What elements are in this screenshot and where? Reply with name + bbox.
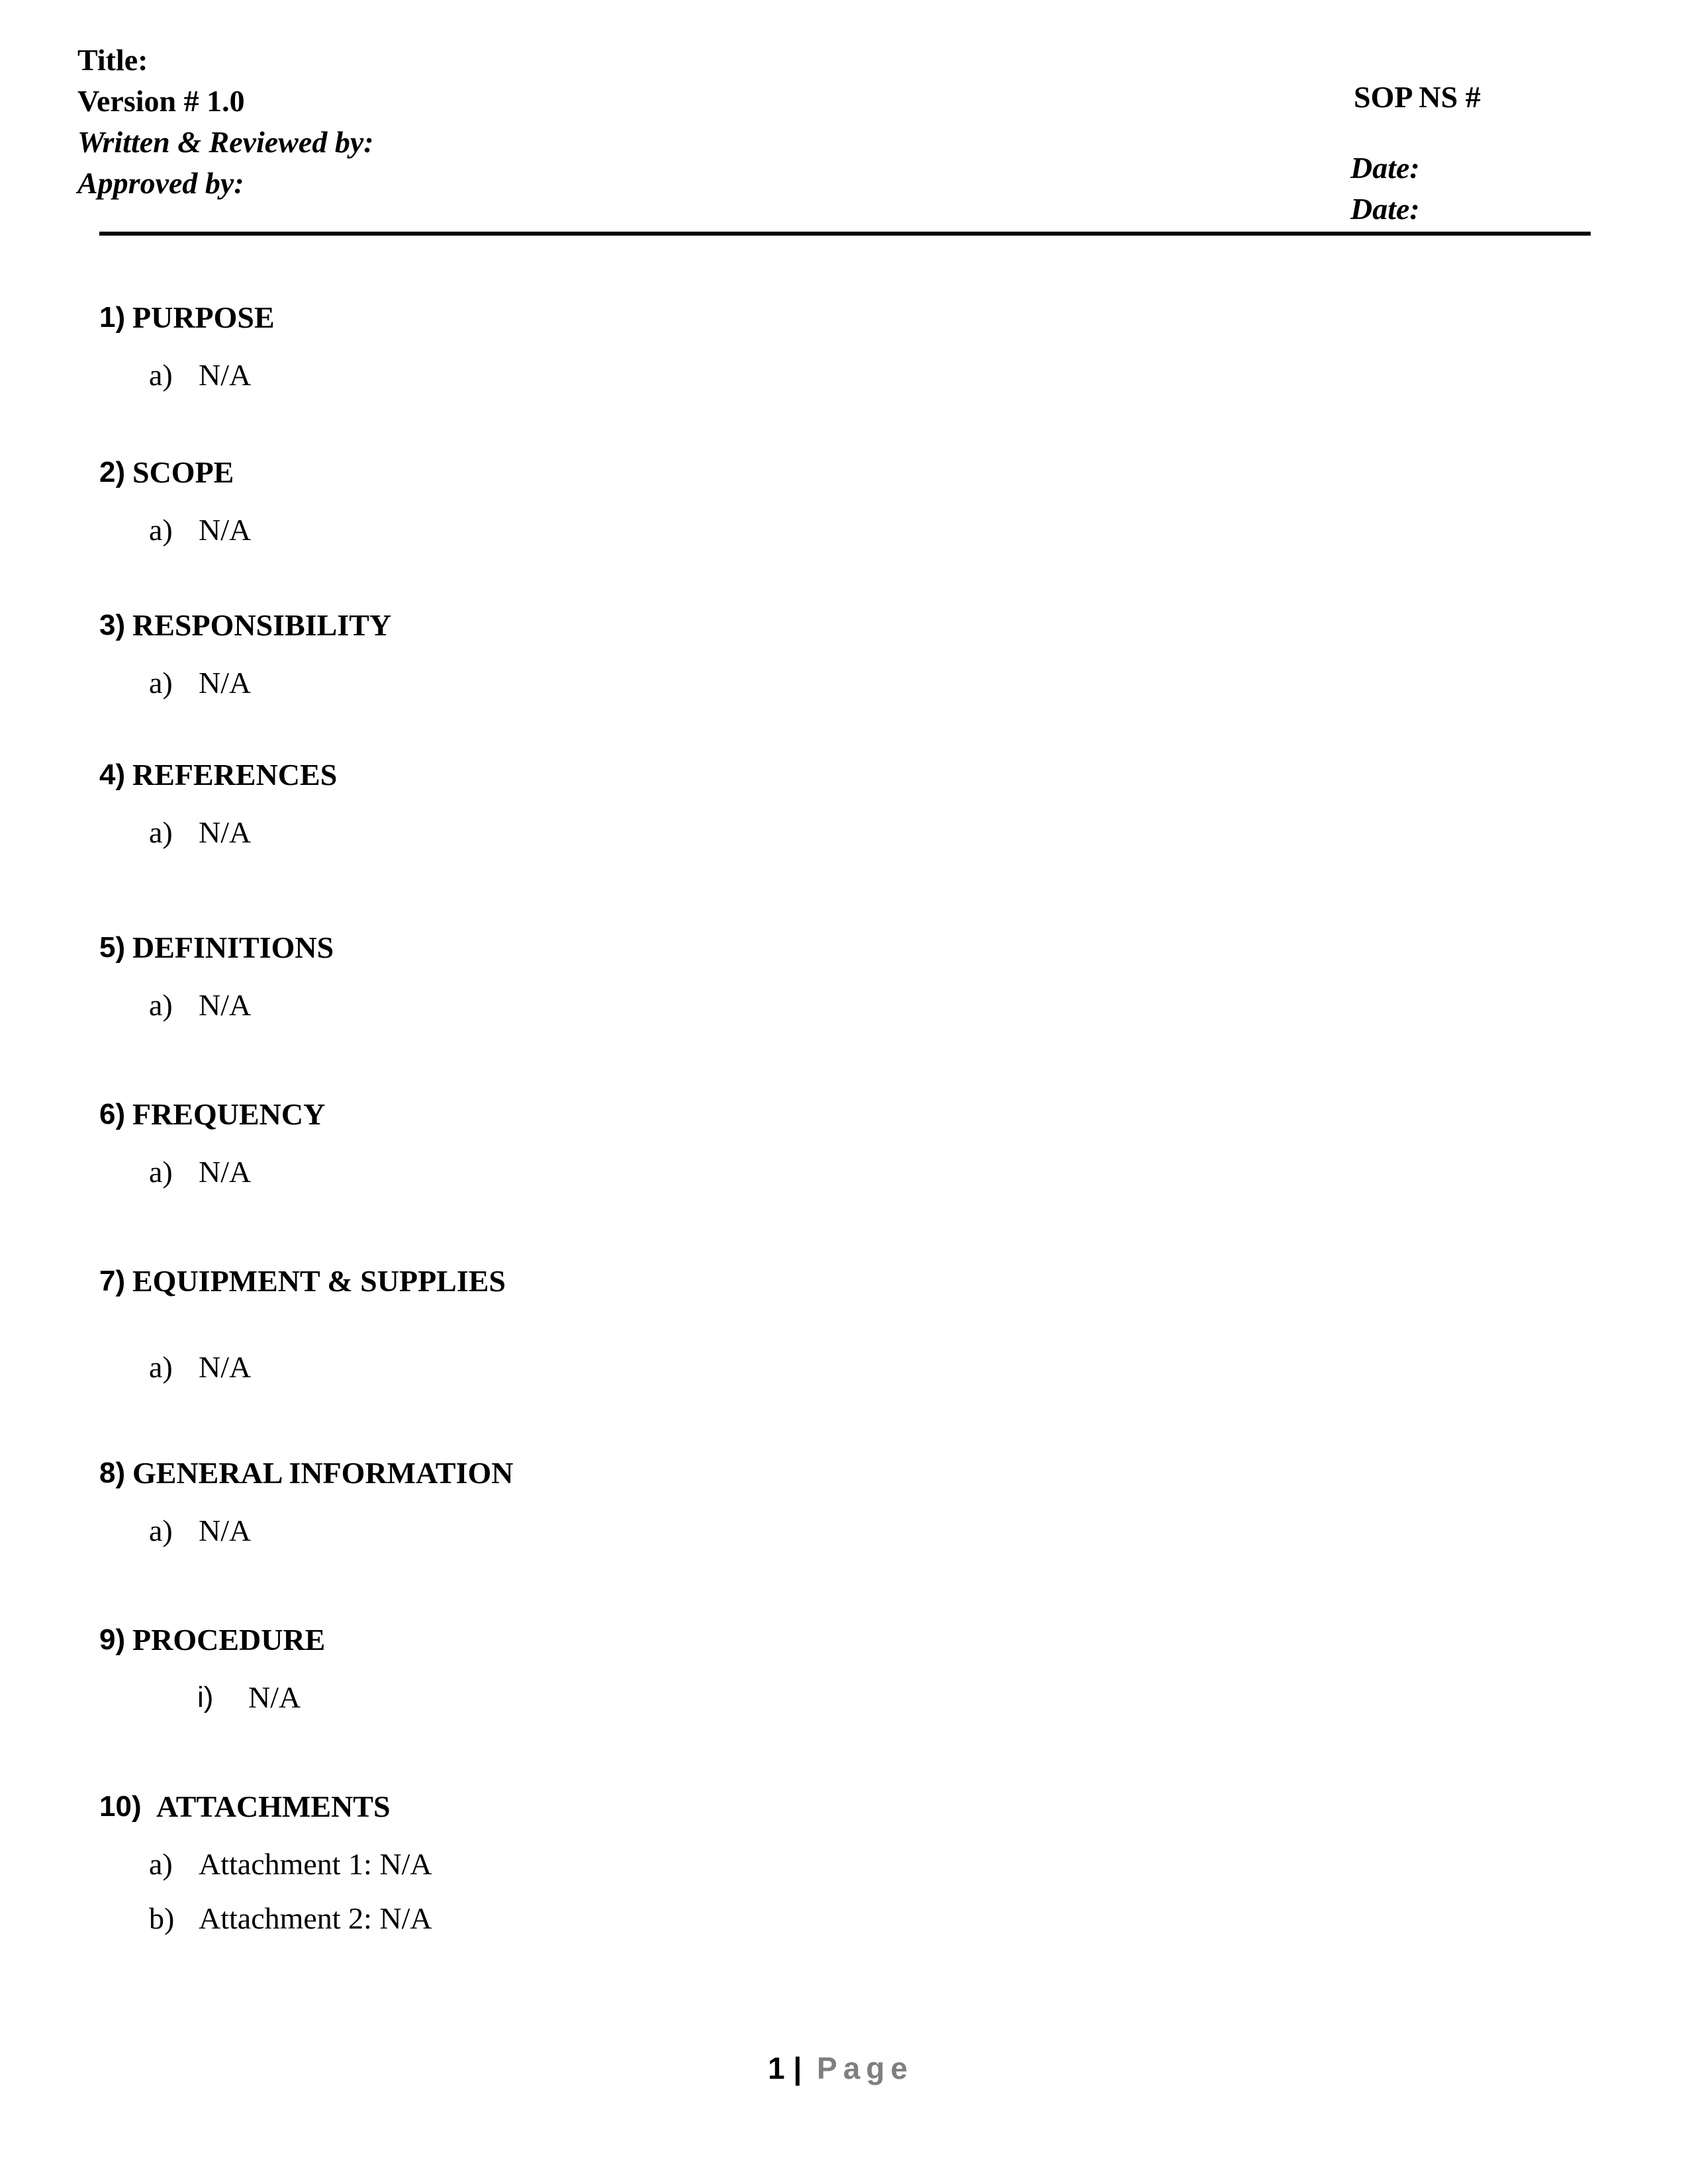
list-marker: a) <box>149 1514 173 1547</box>
list-item-text: N/A <box>199 1514 252 1547</box>
list-marker: a) <box>149 1350 173 1384</box>
list-marker: i) <box>197 1681 214 1713</box>
section-title: EQUIPMENT & SUPPLIES <box>132 1264 506 1298</box>
section-title: SCOPE <box>132 455 234 489</box>
page-footer <box>768 2045 914 2091</box>
list-item-text: Attachment 1: N/A <box>199 1847 432 1881</box>
section-title: PURPOSE <box>132 300 275 334</box>
list-item-text: N/A <box>199 358 252 392</box>
section-title: REFERENCES <box>132 758 338 792</box>
section-title: ATTACHMENTS <box>156 1790 391 1823</box>
header-divider <box>99 232 1591 236</box>
header-version-label: Version # 1.0 <box>77 84 245 118</box>
list-marker: a) <box>149 666 173 700</box>
list-item-text: N/A <box>199 666 252 700</box>
header-date-label-2: Date: <box>1350 192 1420 226</box>
section-number: 10) <box>99 1790 142 1823</box>
list-marker: a) <box>149 358 173 392</box>
section-number: 4) <box>99 758 126 791</box>
header-written-reviewed-label: Written & Reviewed by: <box>77 125 374 159</box>
header-approved-label: Approved by: <box>77 166 244 200</box>
section-number: 1) <box>99 301 126 334</box>
section-number: 7) <box>99 1265 126 1297</box>
list-item-text: N/A <box>199 815 252 849</box>
list-item-text: N/A <box>199 1155 252 1189</box>
page-separator: | <box>793 2051 802 2085</box>
list-item-text: N/A <box>199 1350 252 1384</box>
section-title: DEFINITIONS <box>132 931 334 964</box>
list-item-text: N/A <box>199 988 252 1022</box>
list-marker: a) <box>149 1155 173 1189</box>
list-marker: a) <box>149 1847 173 1881</box>
page-label: Page <box>817 2051 914 2085</box>
section-number: 2) <box>99 456 126 488</box>
section-number: 6) <box>99 1098 126 1130</box>
section-number: 8) <box>99 1457 126 1489</box>
list-item-text: Attachment 2: N/A <box>199 1901 432 1935</box>
list-item-text: N/A <box>248 1680 301 1714</box>
section-title: FREQUENCY <box>132 1097 326 1131</box>
section-title: GENERAL INFORMATION <box>132 1456 514 1490</box>
list-marker: a) <box>149 513 173 547</box>
list-item-text: N/A <box>199 513 252 547</box>
section-title: RESPONSIBILITY <box>132 608 392 642</box>
list-marker: a) <box>149 815 173 849</box>
page-number: 1 <box>768 2051 785 2085</box>
section-title: PROCEDURE <box>132 1623 326 1657</box>
header-date-label-1: Date: <box>1350 151 1420 185</box>
section-number: 3) <box>99 609 126 641</box>
section-number: 5) <box>99 931 126 964</box>
list-marker: a) <box>149 988 173 1022</box>
header-sop-number-label: SOP NS # <box>1354 80 1481 114</box>
section-number: 9) <box>99 1623 126 1656</box>
header-title-label: Title: <box>77 43 148 77</box>
list-marker: b) <box>149 1901 175 1935</box>
